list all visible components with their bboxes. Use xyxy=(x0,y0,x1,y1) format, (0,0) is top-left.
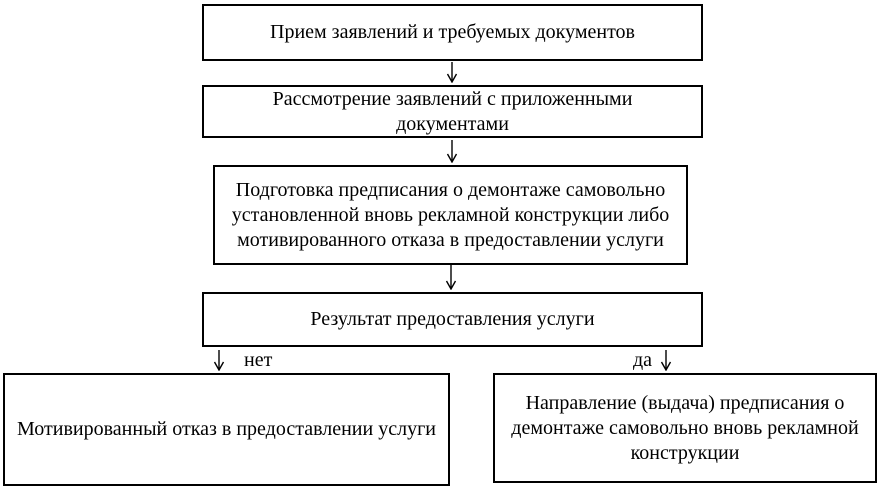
node-issue-demolition-order-label: Направление (выдача) предписания о демонтаже самовольно вновь рекламной конструкции xyxy=(511,391,859,464)
node-motivated-refusal-label: Мотивированный отказ в предоставлении услуги xyxy=(17,418,436,440)
branch-yes xyxy=(633,348,673,372)
branch-yes-label: да xyxy=(633,349,653,371)
node-review-applications-label: Рассмотрение заявлений с приложенными документами xyxy=(272,87,633,135)
arrow-down-icon xyxy=(659,350,673,371)
node-accept-applications-label: Прием заявлений и требуемых документов xyxy=(270,21,635,43)
branch-no-label: нет xyxy=(244,349,273,371)
node-prepare-order-or-refusal-label: Подготовка предписания о демонтаже самовольно установленной вновь рекламной конструкции либо мотивированного отказа в предоставлении услуги xyxy=(231,178,670,251)
node-service-result-label: Результат предоставления услуги xyxy=(310,308,595,330)
node-issue-demolition-order xyxy=(493,373,877,483)
arrow-down-icon xyxy=(445,140,459,163)
node-service-result xyxy=(202,292,703,347)
branch-no xyxy=(212,348,272,372)
arrow-down-icon xyxy=(444,265,458,290)
node-accept-applications xyxy=(202,4,703,61)
node-motivated-refusal xyxy=(3,373,450,486)
node-review-applications xyxy=(202,85,703,138)
node-prepare-order-or-refusal xyxy=(213,165,688,265)
arrow-down-icon xyxy=(445,62,459,83)
arrow-down-icon xyxy=(212,350,226,371)
